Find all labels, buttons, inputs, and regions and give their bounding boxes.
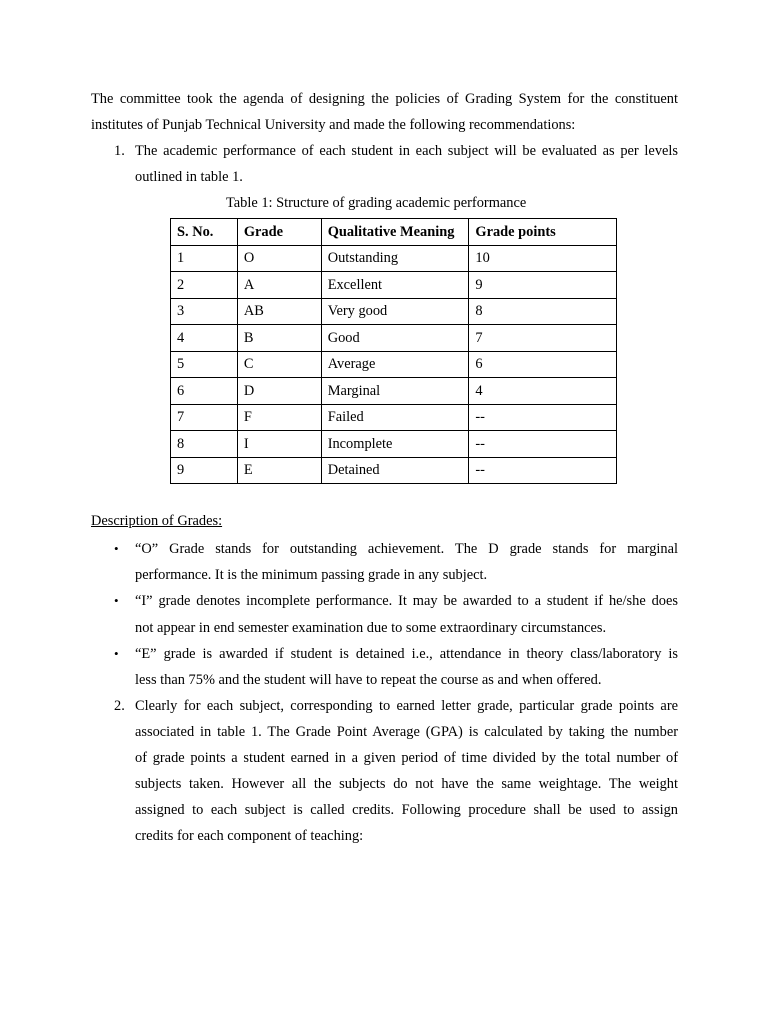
cell-grade: A (237, 272, 321, 299)
cell-meaning: Marginal (321, 378, 469, 405)
cell-points: -- (469, 457, 617, 484)
description-heading: Description of Grades: (91, 513, 223, 529)
cell-points: 6 (469, 351, 617, 378)
cell-meaning: Average (321, 351, 469, 378)
cell-meaning: Detained (321, 457, 469, 484)
cell-points: -- (469, 431, 617, 458)
item-1-number: 1. (114, 143, 125, 159)
header-grade: Grade (237, 219, 321, 246)
item-2-line-4: subjects taken. However all the subjects do not have the same weightage. The weight (135, 776, 678, 792)
bullet-1-line-2: performance. It is the minimum passing grade in any subject. (135, 567, 488, 583)
cell-grade: F (237, 404, 321, 431)
cell-meaning: Excellent (321, 272, 469, 299)
cell-grade: AB (237, 298, 321, 325)
cell-sno: 9 (171, 457, 238, 484)
item-2-line-2: associated in table 1. The Grade Point Average (GPA) is calculated by taking the number (135, 724, 678, 740)
table-row (171, 298, 617, 325)
table-row (171, 351, 617, 378)
cell-meaning: Failed (321, 404, 469, 431)
item-2-line-5: assigned to each subject is called credits. Following procedure shall be used to assign (135, 802, 678, 818)
header-qualitative-meaning: Qualitative Meaning (321, 219, 469, 246)
cell-grade: C (237, 351, 321, 378)
cell-grade: B (237, 325, 321, 352)
bullet-icon: • (114, 646, 119, 661)
grades-table (170, 218, 617, 484)
table-row (171, 245, 617, 272)
table-row (171, 378, 617, 405)
item-2-line-3: of grade points a student earned in a given period of time divided by the total number of (135, 750, 678, 766)
bullet-icon: • (114, 593, 119, 608)
item-2-line-6: credits for each component of teaching: (135, 828, 364, 844)
table-header-row (171, 219, 617, 246)
cell-sno: 5 (171, 351, 238, 378)
intro-line-2: institutes of Punjab Technical University and made the following recommendations: (91, 117, 576, 133)
table-row (171, 325, 617, 352)
table-caption: Table 1: Structure of grading academic performance (226, 195, 527, 211)
cell-meaning: Good (321, 325, 469, 352)
cell-meaning: Very good (321, 298, 469, 325)
cell-points: 9 (469, 272, 617, 299)
cell-meaning: Incomplete (321, 431, 469, 458)
item-2-line-1: Clearly for each subject, corresponding to earned letter grade, particular grade points are (135, 698, 678, 714)
header-sno: S. No. (171, 219, 238, 246)
cell-meaning: Outstanding (321, 245, 469, 272)
table-row (171, 404, 617, 431)
cell-sno: 7 (171, 404, 238, 431)
cell-points: 8 (469, 298, 617, 325)
cell-grade: E (237, 457, 321, 484)
table-row (171, 457, 617, 484)
bullet-3-line-1: “E” grade is awarded if student is detained i.e., attendance in theory class/laboratory is (135, 646, 678, 662)
cell-grade: D (237, 378, 321, 405)
cell-sno: 1 (171, 245, 238, 272)
item-2-number: 2. (114, 698, 125, 714)
bullet-2-line-1: “I” grade denotes incomplete performance. It may be awarded to a student if he/she does (135, 593, 678, 609)
header-grade-points: Grade points (469, 219, 617, 246)
cell-grade: O (237, 245, 321, 272)
cell-grade: I (237, 431, 321, 458)
cell-sno: 4 (171, 325, 238, 352)
item-1-line-1: The academic performance of each student in each subject will be evaluated as per levels (135, 143, 678, 159)
table-row (171, 431, 617, 458)
cell-sno: 8 (171, 431, 238, 458)
cell-points: 4 (469, 378, 617, 405)
cell-sno: 3 (171, 298, 238, 325)
table-row (171, 272, 617, 299)
bullet-1-line-1: “O” Grade stands for outstanding achievement. The D grade stands for marginal (135, 541, 678, 557)
cell-points: 7 (469, 325, 617, 352)
bullet-3-line-2: less than 75% and the student will have to repeat the course as and when offered. (135, 672, 602, 688)
bullet-2-line-2: not appear in end semester examination due to some extraordinary circumstances. (135, 620, 607, 636)
cell-sno: 2 (171, 272, 238, 299)
cell-points: -- (469, 404, 617, 431)
item-1-line-2: outlined in table 1. (135, 169, 243, 185)
cell-sno: 6 (171, 378, 238, 405)
intro-line-1: The committee took the agenda of designing the policies of Grading System for the constituent (91, 91, 678, 107)
bullet-icon: • (114, 541, 119, 556)
cell-points: 10 (469, 245, 617, 272)
